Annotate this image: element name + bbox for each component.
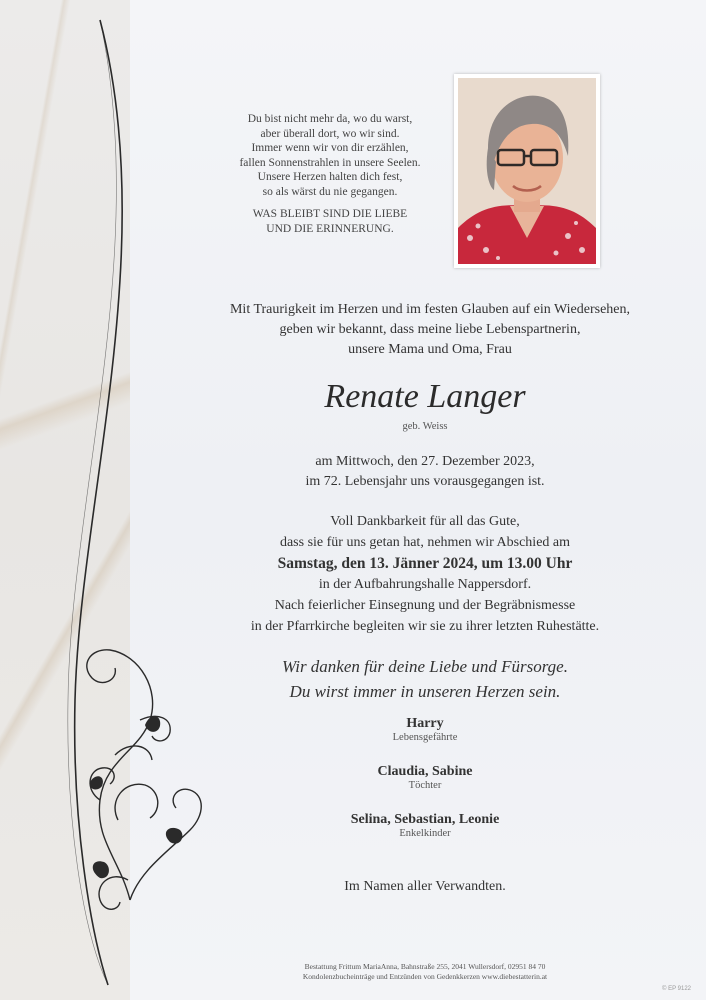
floral-leaves (90, 716, 183, 878)
portrait-image (458, 78, 596, 264)
funeral-line: Nach feierlicher Einsegnung und der Begräbnismesse (274, 598, 576, 613)
intro-line: unsere Mama und Oma, Frau (348, 342, 512, 357)
mourner-entry (250, 812, 600, 839)
intro-line: geben wir bekannt, dass meine liebe Lebenspartnerin, (279, 322, 581, 337)
mourner-entry (250, 716, 600, 743)
funeral-date-time: Samstag, den 13. Jänner 2024, um 13.00 Uhr (277, 555, 573, 572)
funeral-details (200, 511, 650, 637)
template-code: © EP 9122 (662, 986, 691, 992)
death-line: am Mittwoch, den 27. Dezember 2023, (315, 454, 535, 469)
poem-line: fallen Sonnenstrahlen in unsere Seelen. (239, 156, 421, 169)
thanks-text (200, 654, 650, 704)
thanks-line: Wir danken für deine Liebe und Fürsorge. (282, 657, 568, 676)
mourner-role: Töchter (408, 780, 442, 791)
poem (200, 112, 460, 236)
deceased-name: Renate Langer (324, 378, 526, 415)
mourner-name: Selina, Sebastian, Leonie (350, 812, 500, 827)
mourner-entry (250, 764, 600, 791)
death-line: im 72. Lebensjahr uns vorausgegangen ist. (305, 474, 545, 489)
intro-line: Mit Traurigkeit im Herzen und im festen Glauben auf ein Wiedersehen, (229, 302, 631, 317)
funeral-line: in der Aufbahrungshalle Nappersdorf. (318, 577, 532, 592)
maiden-name: geb. Weiss (402, 421, 448, 432)
funeral-line: Voll Dankbarkeit für all das Gute, (330, 514, 520, 529)
mourner-name: Harry (406, 716, 444, 731)
funeral-line: in der Pfarrkirche begleiten wir sie zu ihrer letzten Ruhestätte. (250, 619, 600, 634)
thanks-line: Du wirst immer in unseren Herzen sein. (289, 682, 561, 701)
footer-line: Bestattung Frittum MariaAnna, Bahnstraße 255, 2041 Wullersdorf, 02951 84 70 (304, 962, 546, 971)
poem-closing (200, 207, 460, 236)
poem-line: Immer wenn wir von dir erzählen, (251, 142, 409, 154)
mourner-role: Lebensgefährte (392, 732, 458, 743)
mourner-role: Enkelkinder (399, 828, 451, 839)
closing-text: Im Namen aller Verwandten. (344, 879, 506, 894)
poem-line: Du bist nicht mehr da, wo du warst, (247, 113, 413, 125)
poem-line: aber überall dort, wo wir sind. (260, 127, 400, 140)
intro-text (200, 300, 660, 360)
portrait-photo (454, 74, 600, 268)
mourner-name: Claudia, Sabine (377, 764, 473, 779)
funeral-line: dass sie für uns getan hat, nehmen wir Abschied am (279, 535, 571, 550)
poem-line: Unsere Herzen halten dich fest, (257, 171, 403, 183)
footer (200, 962, 650, 982)
poem-closing-line: WAS BLEIBT SIND DIE LIEBE (252, 208, 408, 220)
footer-line: Kondolenzbucheinträge und Entzünden von Gedenkkerzen www.diebestatterin.at (302, 972, 548, 981)
poem-line: so als wärst du nie gegangen. (262, 185, 398, 198)
poem-closing-line: UND DIE ERINNERUNG. (266, 222, 394, 235)
death-notice (200, 452, 650, 492)
